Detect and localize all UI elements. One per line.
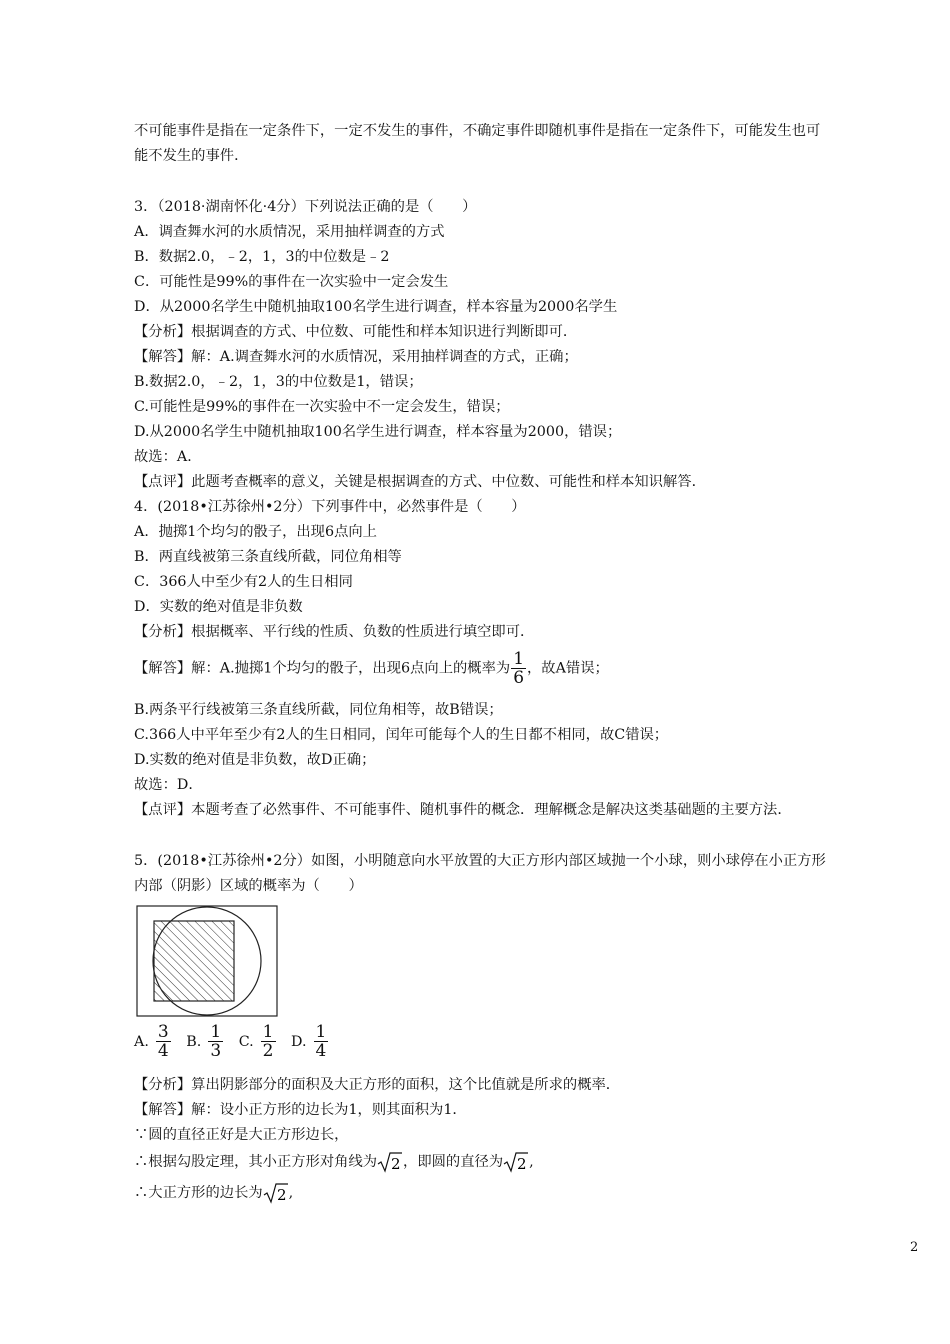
question-4-answer: 故选：D． (134, 777, 203, 793)
question-5-stem: 内部（阴影）区域的概率为（ ） (134, 878, 363, 894)
question-4-option-a: A．抛掷1个均匀的骰子，出现6点向上 (134, 524, 377, 540)
square-circle-figure (136, 905, 278, 1017)
fraction: $\frac{1}{3}$ (210, 1022, 222, 1061)
sqrt-radicand: 2 (391, 1155, 401, 1173)
question-3-answer: 故选：A． (134, 449, 202, 465)
question-5-solution-line: ∴大正方形的边长为 2 , (134, 1182, 293, 1204)
question-3-option-c: C．可能性是99%的事件在一次实验中一定会发生 (134, 274, 449, 290)
question-4-option-c: C．366人中至少有2人的生日相同 (134, 574, 353, 590)
question-4-analysis: 【分析】根据概率、平行线的性质、负数的性质进行填空即可． (134, 624, 535, 640)
page-number: 2 (910, 1240, 919, 1255)
fraction-numerator: 1 (513, 649, 525, 669)
question-3-solution: C.可能性是99%的事件在一次实验中不一定会发生，错误； (134, 399, 510, 415)
question-4-option-d: D．实数的绝对值是非负数 (134, 599, 303, 615)
question-4-stem: 4．(2018•江苏徐州•2分）下列事件中，必然事件是（ ） (134, 499, 526, 515)
question-3-option-b: B．数据2.0，﹣2，1，3的中位数是﹣2 (134, 249, 390, 265)
question-5-solution: ∵圆的直径正好是大正方形边长， (134, 1127, 349, 1143)
question-3-option-a: A．调查舞水河的水质情况，采用抽样调查的方式 (134, 224, 445, 240)
question-4-solution: C.366人中平年至少有2人的生日相同，闰年可能每个人的生日都不相同，故C错误； (134, 727, 669, 743)
question-4-option-b: B．两直线被第三条直线所截，同位角相等 (134, 549, 402, 565)
question-4-comment: 【点评】本题考查了必然事件、不可能事件、随机事件的概念．理解概念是解决这类基础题的主要方法． (134, 802, 792, 818)
question-3-solution: B.数据2.0，﹣2，1，3的中位数是1，错误； (134, 374, 423, 390)
question-5-stem: 5．(2018•江苏徐州•2分）如图，小明随意向水平放置的大正方形内部区域抛一个小球，则小球停在小正方形 (134, 853, 826, 869)
text-segment: 【解答】解：A.抛掷1个均匀的骰子，出现6点向上的概率为 (134, 660, 511, 677)
question-4-solution: D.实数的绝对值是非负数，故D正确； (134, 752, 376, 768)
question-5-analysis: 【分析】算出阴影部分的面积及大正方形的面积，这个比值就是所求的概率． (134, 1077, 621, 1093)
fraction: $\frac{3}{4}$ (157, 1022, 169, 1061)
question-5-solution-line: ∴根据勾股定理，其小正方形对角线为 2 ，即圆的直径为 2 , (134, 1151, 534, 1173)
fraction: $\frac{1}{4}$ (315, 1022, 327, 1061)
question-5-solution: 【解答】解：设小正方形的边长为1，则其面积为1． (134, 1102, 467, 1118)
question-3-stem: 3．（2018·湖南怀化·4分）下列说法正确的是（ ） (134, 199, 477, 215)
sqrt-symbol (263, 1182, 289, 1204)
question-4-solution: B.两条平行线被第三条直线所截，同位角相等，故B错误； (134, 702, 503, 718)
text-segment: ，故A错误； (527, 660, 609, 677)
question-3-analysis: 【分析】根据调查的方式、中位数、可能性和样本知识进行判断即可． (134, 324, 578, 340)
sqrt-symbol (377, 1151, 403, 1173)
sqrt-radicand: 2 (517, 1155, 527, 1173)
fraction (511, 650, 526, 687)
question-3-solution: D.从2000名学生中随机抽取100名学生进行调查，样本容量为2000，错误； (134, 424, 622, 440)
text-line: 不可能事件是指在一定条件下，一定不发生的事件，不确定事件即随机事件是指在一定条件下，可能发生也可 (134, 123, 821, 139)
question-3-solution: 【解答】解：A.调查舞水河的水质情况，采用抽样调查的方式，正确； (134, 349, 578, 365)
option-d: D. $\frac{1}{4}$ (291, 1022, 327, 1061)
sqrt-radicand: 2 (276, 1186, 287, 1204)
option-c: C. $\frac{1}{2}$ (238, 1022, 274, 1061)
text-line: 能不发生的事件． (134, 148, 249, 164)
sqrt-symbol (503, 1151, 529, 1173)
fraction: $\frac{1}{2}$ (262, 1022, 274, 1061)
question-4-solution-line-1 (134, 650, 609, 687)
question-3-option-d: D．从2000名学生中随机抽取100名学生进行调查，样本容量为2000名学生 (134, 299, 618, 315)
shaded-small-square (154, 921, 234, 1001)
question-5-options (134, 1023, 329, 1060)
question-3-comment: 【点评】此题考查概率的意义，关键是根据调查的方式、中位数、可能性和样本知识解答． (134, 474, 706, 490)
option-b: B. $\frac{1}{3}$ (186, 1022, 222, 1061)
fraction-denominator: 6 (513, 668, 525, 688)
option-a: A. $\frac{3}{4}$ (134, 1022, 169, 1061)
